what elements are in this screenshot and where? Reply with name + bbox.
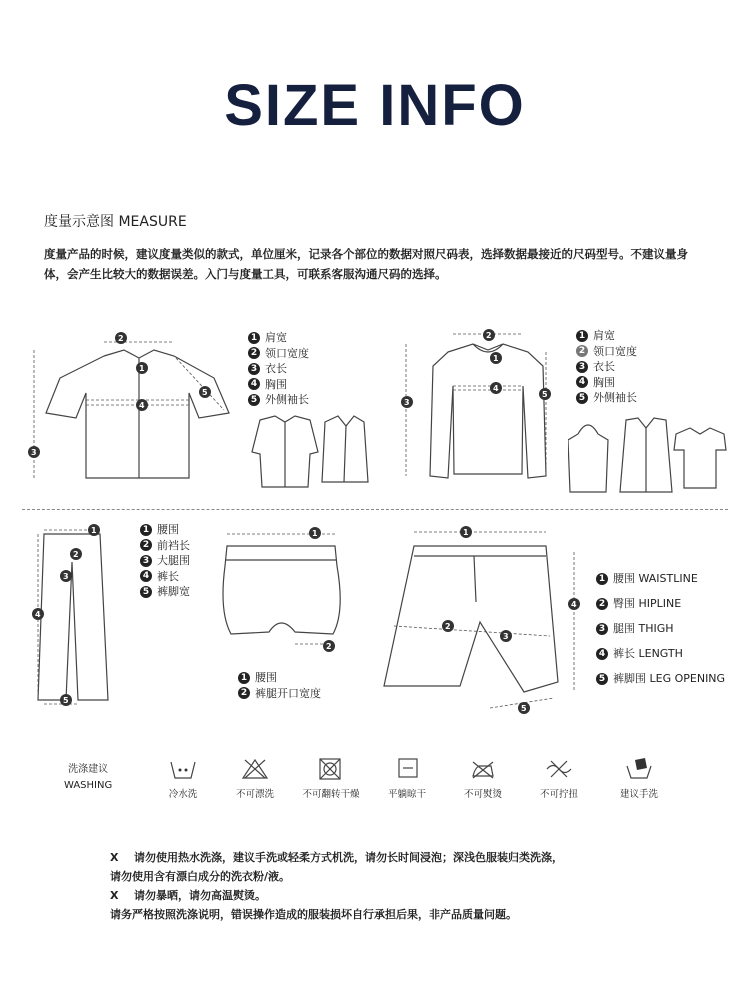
wash-item	[372, 758, 442, 800]
wash-item	[296, 758, 366, 800]
wash-label: 不可漂洗	[235, 789, 274, 800]
svg-text:5: 5	[542, 390, 548, 399]
washing-notes	[110, 848, 670, 924]
legend-item: 腰围 WAISTLINE	[613, 572, 698, 585]
no-bleach-icon	[241, 758, 269, 780]
sweater-diagram	[398, 326, 568, 496]
marker-2: 2	[118, 334, 124, 343]
pants-legend: 1 腰围 2 前裆长 3 大腿围 4 裤长 5 裤脚宽	[140, 522, 190, 600]
svg-text:3: 3	[404, 398, 410, 407]
no-wring-icon	[545, 758, 573, 780]
legend-item: 外侧袖长	[593, 391, 637, 404]
measure-heading: 度量示意图 MEASURE	[44, 214, 187, 230]
marker-4: 4	[139, 401, 145, 410]
legend-item: 裤长 LENGTH	[613, 647, 683, 660]
note-line: X 请勿使用热水洗涤，建议手洗或轻柔方式机洗，请勿长时间浸泡；深浅色服装归类洗涤，	[110, 848, 670, 867]
legend-item: 裤脚宽	[157, 585, 190, 598]
wash-label: 冷水洗	[168, 789, 198, 800]
svg-text:2: 2	[73, 550, 79, 559]
legend-item: 裤脚围 LEG OPENING	[613, 672, 726, 685]
no-tumble-dry-icon	[317, 758, 345, 780]
legend-item: 胸围	[593, 375, 615, 389]
legend-item: 肩宽	[593, 329, 615, 342]
pants-diagram	[30, 522, 120, 712]
legend-item: 胸围	[265, 377, 287, 391]
wash-label: 不可翻转干燥	[302, 789, 360, 800]
legend-item: 外侧袖长	[265, 393, 309, 406]
svg-text:5: 5	[521, 704, 527, 713]
legend-item: 腰围	[157, 523, 179, 536]
shorts-diagram	[374, 522, 589, 722]
page-title: SIZE INFO	[224, 73, 526, 138]
wash-label: 不可拧扭	[539, 789, 578, 800]
svg-text:3: 3	[63, 572, 69, 581]
legend-item: 领口宽度	[593, 344, 637, 358]
shirt-diagram	[24, 328, 254, 498]
legend-item: 衣长	[593, 360, 615, 373]
shorts-legend: 1 腰围 WAISTLINE 2 臀围 HIPLINE 3 腿围 THIGH 4 裤长 LENGTH 5 裤脚围 LEG OPENING	[596, 566, 725, 691]
measure-description: 度量产品的时候，建议度量类似的款式，单位厘米，记录各个部位的数据对照尺码表，选择数据最接近的尺码型号。不建议量身体，会产生比较大的数据误差。入门与度量工具，可联系客服沟通尺码的选择。	[44, 247, 688, 281]
wash-label: 平躺晾干	[387, 789, 426, 800]
note-line: 请勿使用含有漂白成分的洗衣粉/液。	[110, 870, 291, 883]
underwear-legend: 1 腰围 2 裤腿开口宽度	[238, 670, 321, 701]
svg-text:2: 2	[486, 331, 492, 340]
sweater-legend: 1 肩宽 2 领口宽度 3 衣长 4 胸围 5 外侧袖长	[576, 328, 637, 406]
svg-text:5: 5	[63, 696, 69, 705]
legend-item: 领口宽度	[265, 346, 309, 360]
svg-text:1: 1	[463, 528, 469, 537]
marker-3: 3	[31, 448, 37, 457]
washing-title-cn: 洗涤建议	[68, 764, 109, 775]
svg-text:1: 1	[493, 354, 499, 363]
svg-text:3: 3	[503, 632, 509, 641]
x-mark: X	[110, 851, 119, 864]
legend-item: 裤腿开口宽度	[255, 686, 321, 700]
svg-text:4: 4	[35, 610, 41, 619]
wash-item	[524, 758, 594, 800]
legend-item: 大腿围	[157, 554, 190, 567]
note-line: X 请勿暴晒，请勿高温熨烫。	[110, 886, 670, 905]
svg-text:4: 4	[493, 384, 499, 393]
legend-item: 腰围	[255, 671, 277, 684]
wash-label: 建议手洗	[619, 789, 658, 800]
svg-text:1: 1	[91, 526, 97, 535]
svg-text:2: 2	[326, 642, 332, 651]
washing-title-en: WASHING	[64, 780, 113, 791]
top-sketches	[568, 414, 728, 496]
legend-item: 臀围 HIPLINE	[613, 597, 682, 610]
marker-1: 1	[139, 364, 145, 373]
underwear-diagram	[215, 522, 355, 652]
no-iron-icon	[469, 758, 497, 780]
wash-item	[148, 758, 218, 800]
svg-text:2: 2	[445, 622, 451, 631]
x-mark: X	[110, 889, 119, 902]
legend-item: 腿围 THIGH	[613, 622, 674, 635]
legend-item: 肩宽	[265, 331, 287, 344]
wash-item	[220, 758, 290, 800]
dry-flat-icon	[393, 758, 421, 780]
svg-text:4: 4	[571, 600, 577, 609]
jacket-sketches	[240, 412, 370, 492]
marker-5: 5	[202, 388, 208, 397]
legend-item: 前裆长	[157, 538, 190, 552]
washing-title	[64, 762, 112, 794]
cold-wash-icon	[169, 758, 197, 780]
wash-item	[604, 758, 674, 800]
legend-item: 裤长	[157, 569, 179, 583]
note-line: 请务严格按照洗涤说明，错误操作造成的服装损坏自行承担后果，非产品质量问题。	[110, 908, 517, 921]
wash-label: 不可熨烫	[463, 789, 502, 800]
legend-item: 衣长	[265, 362, 287, 375]
svg-text:1: 1	[312, 529, 318, 538]
wash-item	[448, 758, 518, 800]
hand-wash-icon	[625, 758, 653, 780]
section-divider	[22, 509, 728, 510]
shirt-legend: 1 肩宽 2 领口宽度 3 衣长 4 胸围 5 外侧袖长	[248, 330, 309, 408]
